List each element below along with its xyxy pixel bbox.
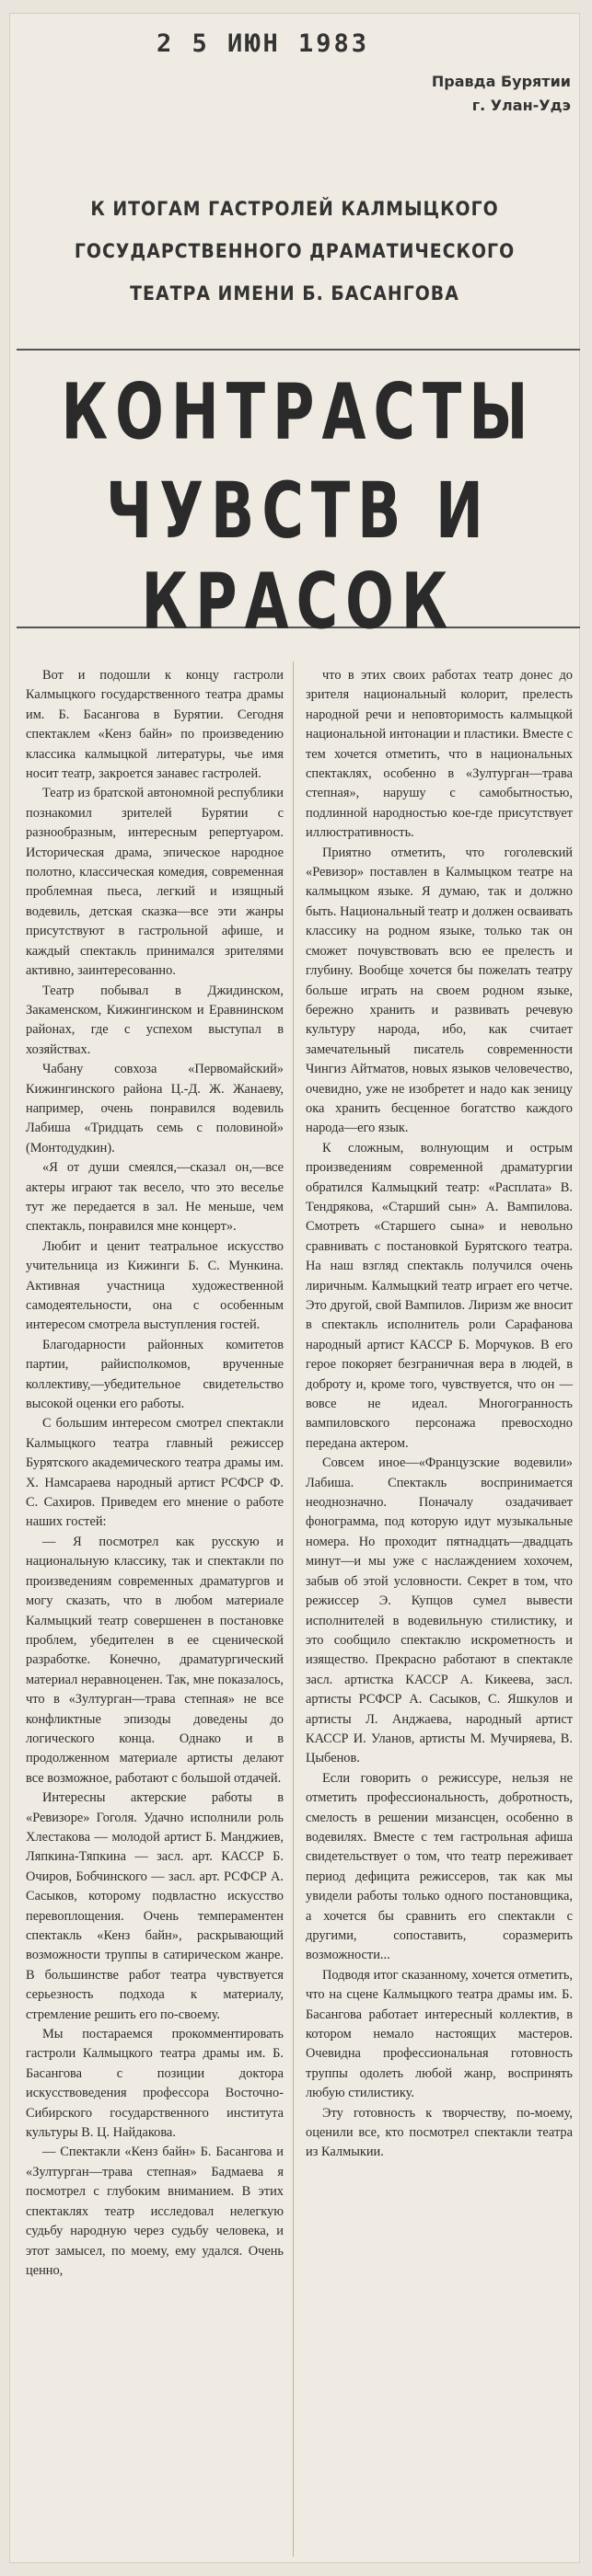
paragraph: Если говорить о режиссуре, нельзя не отметить профессиональность, добротность, смелость в решении мизансцен, особенно в водевилях. Вместе с тем гастрольная афиша свидетельствует о том, что театр переживает период дефицита режиссеров, так как мы увидели работы только одного постановщика, а хочется бы сравнить его спектакли с другими, сопоставить, соразмерить возможности... [306,1770,573,1963]
paragraph: Театр побывал в Джидинском, Закаменском, Кижингинском и Еравнинском районах, где с успехом выступал в хозяйствах. [26,983,284,1057]
kicker-line: ТЕАТРА ИМЕНИ Б. БАСАНГОВА [130,282,459,305]
paragraph: что в этих своих работах театр донес до зрителя национальный колорит, прелесть народной речи и неповторимость калмыцкой национальной интонации и пластики. Вместе с тем хочется отметить, что в национальных спектаклях, особенно в «Зултурган—трава степная», нарушу с самобытностью, подлинной народностью кое-где присутствует иллюстративность. [306,668,573,841]
date-stamp: 2 5 ИЮН 1983 [157,29,370,58]
paragraph: — Спектакли «Кенз байн» Б. Басангова и «Зултурган—трава степная» Бадмаева я посмотрел с глубоким вниманием. В этих спектаклях театр исследовал нелегкую судьбу народную через судьбу человека, и этот замысел, по моему, ему удался. Очень ценно, [26,2145,284,2278]
column-divider [293,661,294,2557]
kicker-line: ГОСУДАРСТВЕННОГО ДРАМАТИЧЕСКОГО [74,240,516,262]
right-column [306,666,573,2163]
headline-box [17,349,580,647]
paragraph: Благодарности районных комитетов партии, райисполкомов, врученные коллективу,—убедительное свидетельство высокой оценки его работы. [26,1337,284,1412]
left-column [26,666,284,2281]
paragraph: Интересны актерские работы в «Ревизоре» Гоголя. Удачно исполнили роль Хлестакова — молодой артист Б. Манджиев, Ляпкина-Тяпкина — засл. арт. КАССР Б. Очиров, Бобчинского — засл. арт. РСФСР А. Сасыков, которому подвластно искусство перевоплощения. Очень темпераментен спектакль «Кенз байн», раскрывающий возможности труппы в сатирическом жанре. В большинстве работ театра чувствуется серьезность подхода к материалу, стремление решить его по-своему. [26,1790,284,2022]
paragraph: Мы постараемся прокомментировать гастроли Калмыцкого театра драмы им. Б. Басангова с позиции доктора искусствоведения профессора Восточно-Сибирского государственного института культуры В. Ц. Найдакова. [26,2027,284,2141]
paragraph: Театр из братской автономной республики познакомил зрителей Бурятии с разнообразным, интересным репертуаром. Историческая драма, эпическое народное полотно, классическая комедия, современная проблемная пьеса, легкий и изящный водевиль, детская сказка—все эти жанры присутствуют в гастрольной афише, и каждый спектакль принимался зрителями активно, заинтересованно. [26,786,284,979]
source-name: Правда Бурятии [431,73,571,90]
kicker [46,188,543,315]
paragraph: Вот и подошли к концу гастроли Калмыцкого государственного театра драмы им. Б. Басангова в Бурятии. Сегодня спектаклем «Кенз байн» по произведению классика калмыцкой литературы, чье имя носит театр, закроется занавес гастролей. [26,668,284,782]
paragraph: Любит и ценит театральное искусство учительница из Кижинги Б. С. Мункина. Активная участница художественной самодеятельности, она с особенным интересом смотрела выступления гостей. [26,1238,284,1333]
newspaper-clipping [9,13,580,2563]
paragraph: «Я от души смеялся,—сказал он,—все актеры играют так весело, что это веселье тут же передается в зал. Не меньше, чем спектакль, понравился мне концерт». [26,1160,284,1235]
paragraph: Подводя итог сказанному, хочется отметить, что на сцене Калмыцкого театра драмы им. Б. Басангова работает интересный коллектив, в котором немало настоящих мастеров. Очевидна профессиональная готовность труппы одолеть любой жанр, воспринять любую стилистику. [306,1967,573,2101]
paragraph: К сложным, волнующим и острым произведениям современной драматургии обратился Калмыцкий театр: «Расплата» В. Тендрякова, «Старший сын» А. Вампилова. Смотреть «Старшего сына» и невольно сравнивать с постановкой Бурятского театра. На наш взгляд спектакль получился очень лиричным. Калмыцкий театр играет его четче. Это другой, свой Вампилов. Лиризм же вносит в спектакль исполнитель роли Сарафанова народный артист КАССР Б. Морчуков. В его герое покоряет безграничная вера в людей, в доброту и, кроме того, чувствуется, что он — вовсе не идеал. Многогранность вампиловского персонажа превосходно передана актером. [306,1140,573,1451]
kicker-line: К ИТОГАМ ГАСТРОЛЕЙ КАЛМЫЦКОГО [90,198,499,220]
paragraph: — Я посмотрел как русскую и национальную классику, так и спектакли по произведениям современных драматургов и могу сказать, что в любом материале Калмыцкий театр совершенен в постановке проблем, убедителен в ее сценической разработке. Конечно, драматургический материал неравноценен. Так, мне показалось, что в «Зултурган—трава степная» не все конфликтные эпизоды доведены до логического конца. Однако и в продолженном материале артисты делают все возможное, работают с большой отдачей. [26,1534,284,1786]
headline-line: КОНТРАСТЫ [61,366,536,457]
paragraph: Приятно отметить, что гоголевский «Ревизор» поставлен в Калмыцком театре на калмыцком языке. Я думаю, так и должно быть. Национальный театр и должен осваивать классику на родном языке, только так он сможет почувствовать всю ее прелесть и глубину. Вообще хочется бы пожелать театру больше играть на своем родном языке, бережно хранить и развивать речевую культуру народа, ибо, как считает замечательный писатель современности Чингиз Айтматов, новых языков человечество, очевидно, уже не изобретет и надо как зеницу ока хранить бесценное богатство каждого народа—его язык. [306,845,573,1136]
paragraph: С большим интересом смотрел спектакли Калмыцкого театра главный режиссер Бурятского академического театра драмы им. Х. Намсараева народный артист РСФСР Ф. С. Сахиров. Приведем его мнение о работе наших гостей: [26,1416,284,1530]
headline-line: ЧУВСТВ И КРАСОК [106,465,491,647]
paragraph: Эту готовность к творчеству, по-моему, оценили все, кто посмотрел спектакли театра из Калмыкии. [306,2105,573,2160]
source-label [341,70,571,118]
paragraph: Чабану совхоза «Первомайский» Кижингинского района Ц.-Д. Ж. Жанаеву, например, очень понравился водевиль Лабиша «Тридцать семь с половиной» (Монтодудкин). [26,1062,284,1156]
paragraph: Совсем иное—«Французские водевили» Лабиша. Спектакль воспринимается неоднозначно. Поначалу озадачивает фонограмма, под которую идут музыкальные номера. Но проходит пятнадцать—двадцать минут—и мы уже с наслаждением хохочем, забыв об этой условности. Секрет в том, что режиссер Э. Купцов сумел вывести исполнителей в водевильную стилистику, и это сообщило спектаклю искрометность и изящество. Прекрасно работают в спектакле засл. артистка КАССР А. Кикеева, засл. артисты РСФСР А. Сасыков, С. Яшкулов и артисты Л. Анджаева, народный артист КАССР И. Уланов, артисты М. Мучиряева, В. Цыбенов. [306,1455,573,1766]
source-city: г. Улан-Удэ [471,97,571,114]
